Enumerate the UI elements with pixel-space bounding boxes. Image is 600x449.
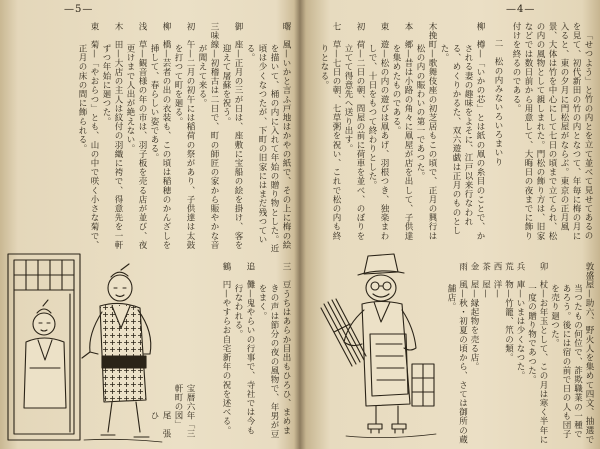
text-entry: 追 儺—鬼やらいの行事で、寺社では今も行なわれる。 <box>233 262 255 435</box>
right-page-top-text <box>308 22 594 244</box>
text-entry: 鶴 円—やすらお自宅新年の祝を述べる。 <box>221 262 231 435</box>
text-entry: 敦盛屋—助六、野火人を集めて四文、抽選で当つたもの何位で、詐欺職業の一種であろう。後には宿の前で日の人も団子を売り廻つた。 <box>549 262 594 444</box>
text-entry: 浅 草—観音様の年の市は、羽子板を売る店が並び、夜更けまで人出が絶えない。 <box>125 22 147 250</box>
text-entry: 三味線—初稽古は二日で、町の師匠の家から賑やかな音が聞えて来る。 <box>197 22 219 250</box>
caption-line: 宝暦六年「三軒町の図」 <box>173 384 195 438</box>
page-number-left: —5— <box>64 4 94 15</box>
man-in-doorway <box>24 300 66 408</box>
text-entry: 東 菊—「やおらつ」とも、山の中で咲く小さな菊で、正月の床の間に飾られる。 <box>77 22 99 250</box>
text-entry: 東 遊—松の内の遊びは凧あげ、羽根つき、独楽まわしで、十日をもつて終わりとした。 <box>367 22 389 241</box>
text-entry: 七 草—七日の朝、七草粥を祝い、これで松の内も終りとなる。 <box>319 22 341 241</box>
right-page-bottom-text <box>440 262 594 444</box>
text-paragraph: 「せつよう」と竹の内とを立て並べて見せてあるのを見て、初代新田の竹の内となつて、年毎に梅の月に入ると、東の夕月に門松屋がならぶ。東京の正月風景、大体は竹を中心にして七日の頃まで立てられ、松の内の風物として親しまれた。門松の飾り方は、旧家などでは数日前から用意して、大晦日の夜までに飾り付けを終るのである。 <box>511 22 593 241</box>
text-entry: 茶 屋— <box>480 262 491 299</box>
text-entry: 柳 橋—芸者の出の衣装も、この頃は稲穂のかんざしを挿して、春らしい姿である。 <box>149 22 171 250</box>
text-entry: 本 郷—昔は小路の角々に凧屋が店を出して、子供達を集めたものである。 <box>391 22 413 241</box>
man-in-checked-robe <box>82 264 151 437</box>
text-entry: 西 洋— <box>492 262 502 299</box>
illustration-two-men-at-door <box>4 248 164 446</box>
text-entry: 兵 庫—いまは少くなつた。 <box>515 262 525 381</box>
text-entry: 三 豆うちはあらか目出もひろひ、まめまきの声は節分の夜の風物で、年男が豆をまく。 <box>257 262 291 439</box>
wooden-box <box>412 364 434 406</box>
text-entry: 木 田—大店の主人は紋付の羽織に袴で、得意先を一軒ずつ年始に廻つた。 <box>101 22 123 250</box>
text-entry: 荒 物—竹籠、笊の類。 <box>503 262 514 363</box>
left-page-lower-text <box>200 262 292 442</box>
left-page-top-text <box>6 22 292 254</box>
text-entry: 初 午—二月の初午には稲荷の祭があり、子供達は太鼓を打つて町を廻る。 <box>173 22 195 250</box>
text-entry: 木挽町—歌舞伎座の初芝居もこの頃で、正月の興行は松の内の賑わいの第一であつた。 <box>415 22 437 241</box>
illustration-vendor-with-bundle <box>318 252 438 444</box>
illustration-caption <box>149 384 196 448</box>
section-heading: 二 松の内みないろいろまいり <box>493 39 503 167</box>
bundle-of-sticks <box>321 299 366 366</box>
text-entry: 御 座—正月の三が日は、座敷に宝船の絵を掛け、客を迎えて屠蘇を祝う。 <box>221 22 243 250</box>
text-entry: 卯 杖—お年玉として、この月は寒く半年に一度の贈り物であつた。 <box>526 262 548 444</box>
text-entry: 柳 樽—「いかの芯」とは紙の凧の糸目のことで、かされる妻の趣味をよそに、江戸以来行なわれる、めくりかるた、双六遊戯は正月のものとした。 <box>439 22 485 241</box>
text-entry: 曙 風—いかと言ふ戸地はかやの紙で、その上に梅の絵を描いて、桶の内に入れて年始の贈り物とした。近頃は少くなつたが、下町の旧家にはまだ残つている。 <box>245 22 291 254</box>
page-number-right: —4— <box>506 4 536 15</box>
text-entry: 初 荷—二日の朝、問屋の前に荷車を並べ、のぼりを立てて得意先へ送り出す。 <box>343 22 365 241</box>
text-entry: 金 屋—縁起物を売る店。 <box>469 262 479 372</box>
text-entry: 雨 風—秋・初夏の頃から、さては御所の蔵舗店。 <box>446 262 468 444</box>
caption-line: 尾 張 ひ <box>149 411 171 448</box>
